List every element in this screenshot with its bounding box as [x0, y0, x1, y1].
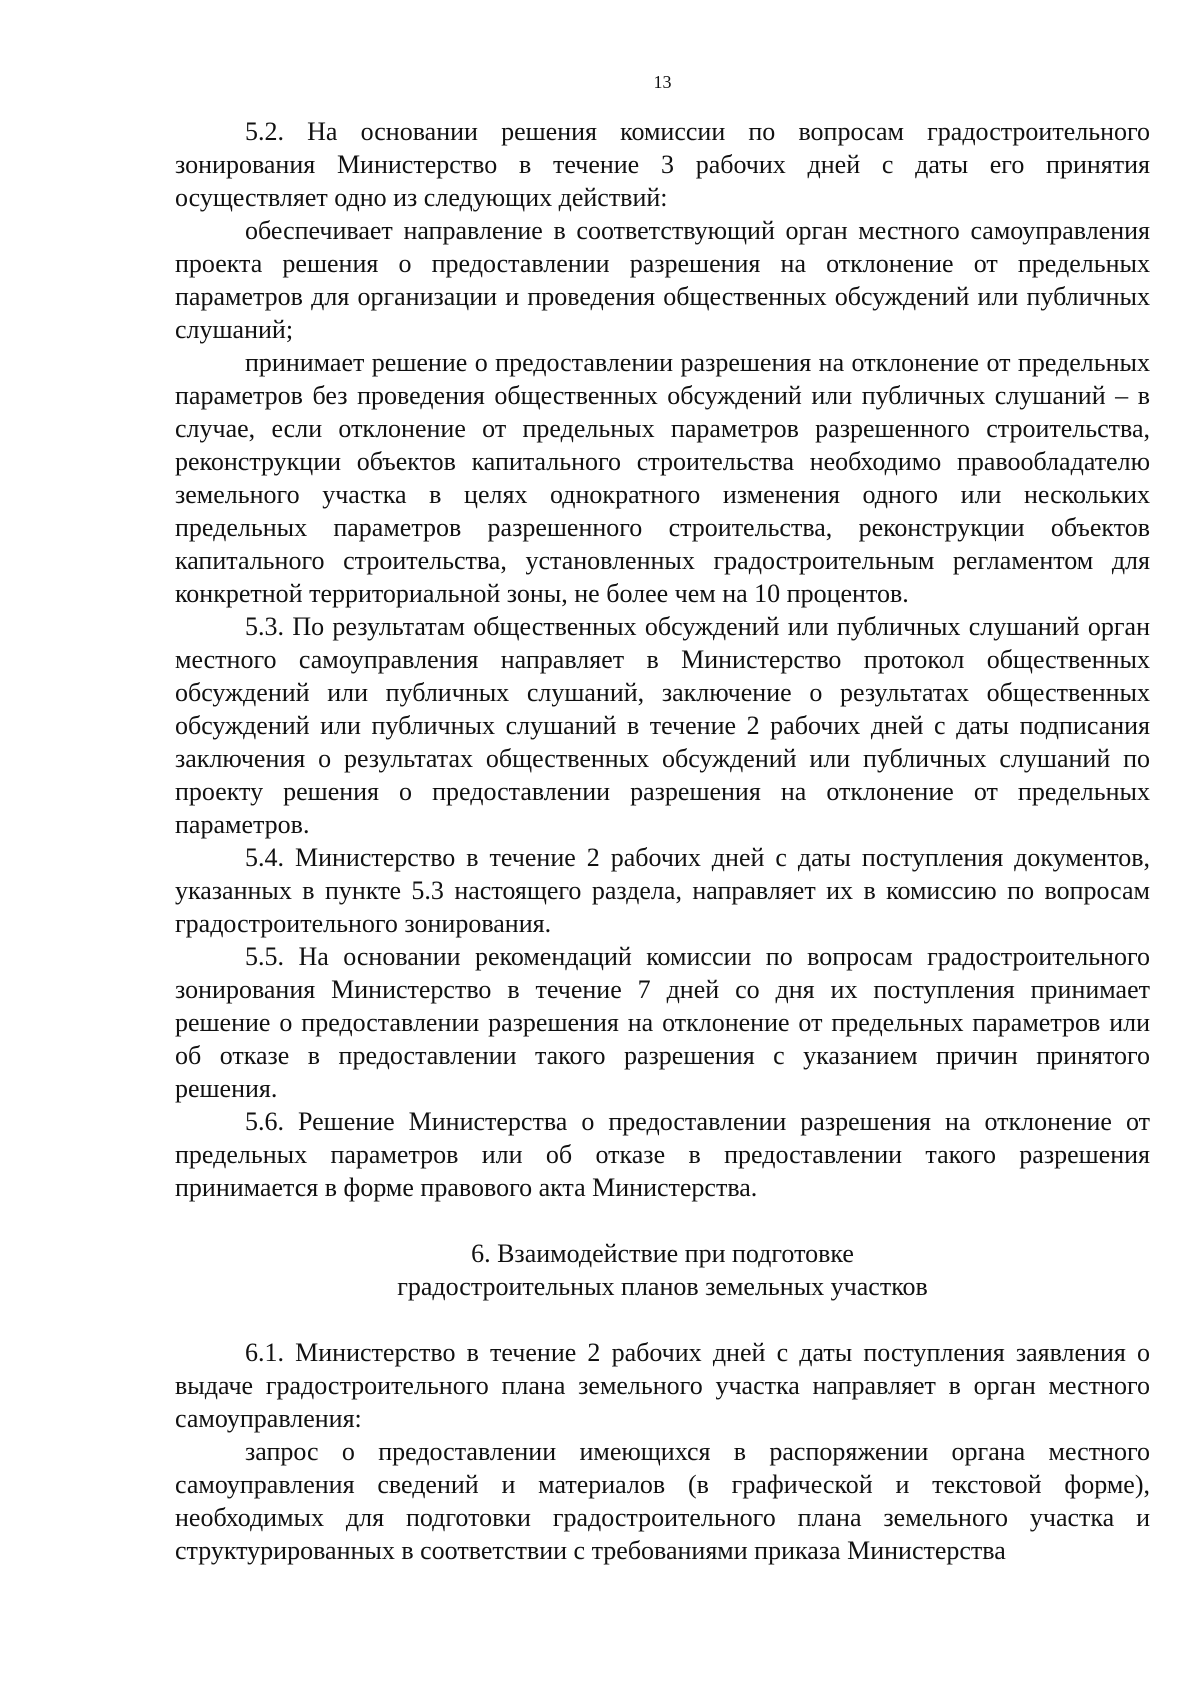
paragraph-5-2-option-2: принимает решение о предоставлении разрешения на отклонение от предельных параметров без проведения общественных обсуждений или публичных слушаний – в случае, если отклонение от предельных параметров разрешенного строительства, реконструкции объектов капитального строительства необходимо правообладателю земельного участка в целях однократного изменения одного или нескольких предельных параметров разрешенного строительства, реконструкции объектов капитального строительства, установленных градостроительным регламентом для конкретной территориальной зоны, не более чем на 10 процентов. — [175, 348, 1150, 608]
paragraph-5-2-option-1: обеспечивает направление в соответствующий орган местного самоуправления проекта решения о предоставлении разрешения на отклонение от предельных параметров для организации и проведения общественных обсуждений или публичных слушаний; — [175, 216, 1150, 344]
section-6-heading-line-1: 6. Взаимодействие при подготовке — [471, 1239, 854, 1268]
paragraph-5-5: 5.5. На основании рекомендаций комиссии по вопросам градостроительного зонирования Министерство в течение 7 дней со дня их поступления принимает решение о предоставлении разрешения на отклонение от предельных параметров или об отказе в предоставлении такого разрешения с указанием причин принятого решения. — [175, 942, 1150, 1103]
paragraph-6-1: 6.1. Министерство в течение 2 рабочих дней с даты поступления заявления о выдаче градостроительного плана земельного участка направляет в орган местного самоуправления: — [175, 1338, 1150, 1433]
paragraph-5-6: 5.6. Решение Министерства о предоставлении разрешения на отклонение от предельных параметров или об отказе в предоставлении такого разрешения принимается в форме правового акта Министерства. — [175, 1107, 1150, 1202]
paragraph-6-1-request: запрос о предоставлении имеющихся в распоряжении органа местного самоуправления сведений и материалов (в графической и текстовой форме), необходимых для подготовки градостроительного плана земельного участка и структурированных в соответствии с требованиями приказа Министерства — [175, 1437, 1150, 1565]
section-6-heading — [175, 1237, 1150, 1303]
paragraph-5-2: 5.2. На основании решения комиссии по вопросам градостроительного зонирования Министерство в течение 3 рабочих дней с даты его принятия осуществляет одно из следующих действий: — [175, 117, 1150, 212]
paragraph-5-4: 5.4. Министерство в течение 2 рабочих дней с даты поступления документов, указанных в пункте 5.3 настоящего раздела, направляет их в комиссию по вопросам градостроительного зонирования. — [175, 843, 1150, 938]
section-6-heading-line-2: градостроительных планов земельных участков — [397, 1272, 928, 1301]
document-body — [175, 115, 1150, 1567]
paragraph-5-3: 5.3. По результатам общественных обсуждений или публичных слушаний орган местного самоуправления направляет в Министерство протокол общественных обсуждений или публичных слушаний, заключение о результатах общественных обсуждений или публичных слушаний в течение 2 рабочих дней с даты подписания заключения о результатах общественных обсуждений или публичных слушаний по проекту решения о предоставлении разрешения на отклонение от предельных параметров. — [175, 612, 1150, 839]
page-number: 13 — [653, 72, 672, 92]
